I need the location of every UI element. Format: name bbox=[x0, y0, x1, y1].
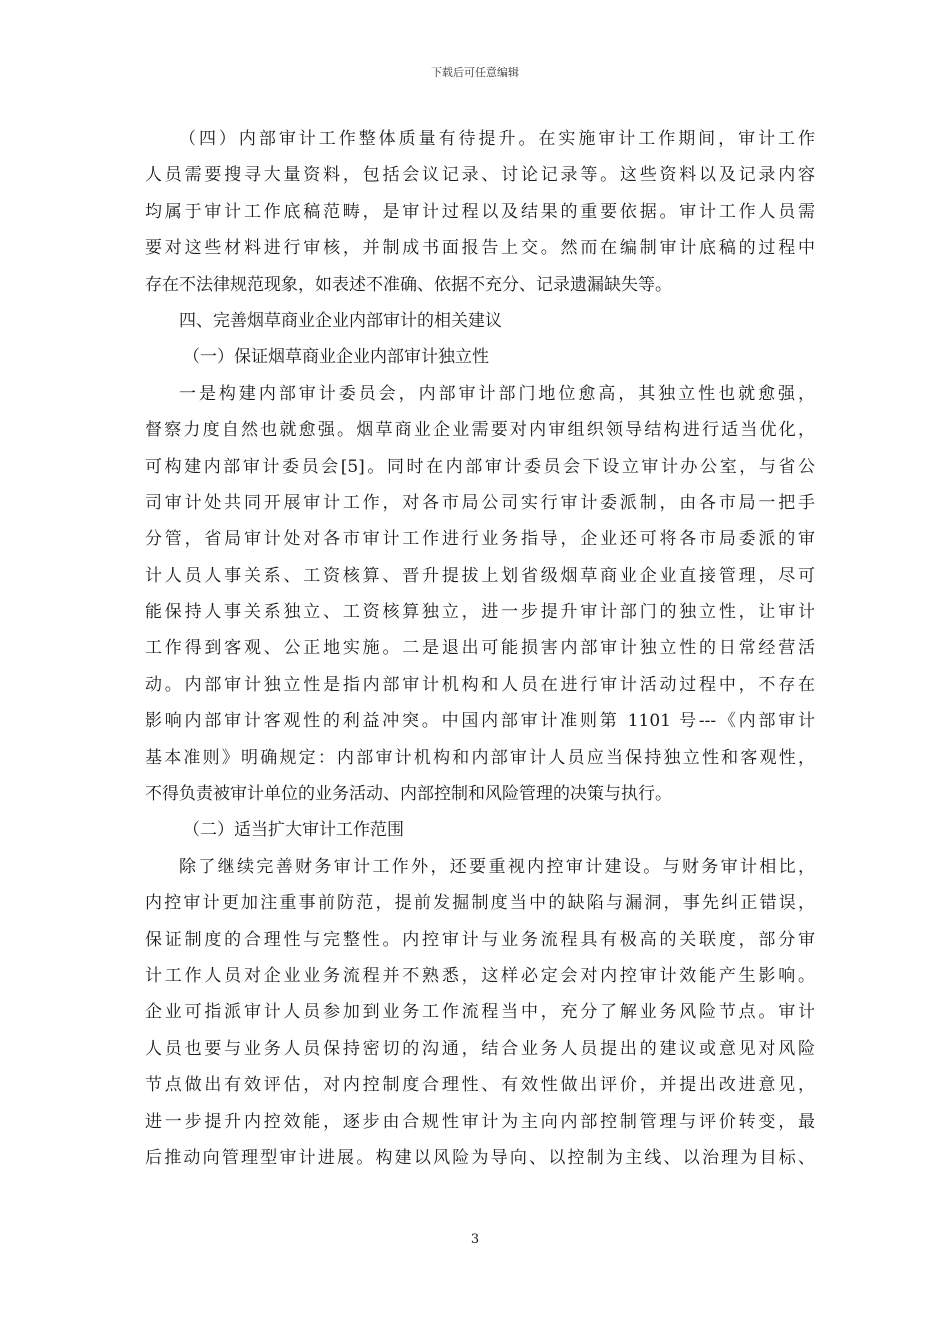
paragraph-line: 进一步提升内控效能，逐步由合规性审计为主向内部控制管理与评价转变，最 bbox=[145, 1111, 815, 1132]
paragraph-line: 均属于审计工作底稿范畴，是审计过程以及结果的重要依据。审计工作人员需 bbox=[145, 201, 815, 222]
paragraph-line: 可构建内部审计委员会[5]。同时在内部审计委员会下设立审计办公室，与省公 bbox=[145, 456, 815, 477]
page-header: 下载后可任意编辑 bbox=[431, 66, 519, 79]
paragraph-line: 人员也要与业务人员保持密切的沟通，结合业务人员提出的建议或意见对风险 bbox=[145, 1038, 815, 1059]
paragraph-line: 基本准则》明确规定：内部审计机构和内部审计人员应当保持独立性和客观性， bbox=[145, 747, 815, 768]
paragraph-line: 司审计处共同开展审计工作，对各市局公司实行审计委派制，由各市局一把手 bbox=[145, 492, 815, 513]
subsection-heading: （一）保证烟草商业企业内部审计独立性 bbox=[183, 347, 489, 368]
paragraph-line: 动。内部审计独立性是指内部审计机构和人员在进行审计活动过程中，不存在 bbox=[145, 674, 815, 695]
paragraph-line: 一是构建内部审计委员会，内部审计部门地位愈高，其独立性也就愈强， bbox=[179, 383, 815, 404]
paragraph-line: 计工作人员对企业业务流程并不熟悉，这样必定会对内控审计效能产生影响。 bbox=[145, 965, 815, 986]
paragraph-line: 人员需要搜寻大量资料，包括会议记录、讨论记录等。这些资料以及记录内容 bbox=[145, 165, 815, 186]
paragraph-line: 除了继续完善财务审计工作外，还要重视内控审计建设。与财务审计相比， bbox=[179, 856, 815, 877]
paragraph-line: 节点做出有效评估，对内控制度合理性、有效性做出评价，并提出改进意见， bbox=[145, 1075, 815, 1096]
paragraph-line: 企业可指派审计人员参加到业务工作流程当中，充分了解业务风险节点。审计 bbox=[145, 1002, 815, 1023]
paragraph-line: 内控审计更加注重事前防范，提前发掘制度当中的缺陷与漏洞，事先纠正错误， bbox=[145, 893, 815, 914]
page-number: 3 bbox=[470, 1232, 480, 1247]
paragraph-line: （四）内部审计工作整体质量有待提升。在实施审计工作期间，审计工作 bbox=[179, 129, 815, 149]
paragraph-line: 计人员人事关系、工资核算、晋升提拔上划省级烟草商业企业直接管理，尽可 bbox=[145, 565, 815, 586]
section-heading: 四、完善烟草商业企业内部审计的相关建议 bbox=[179, 310, 502, 331]
paragraph-line: 工作得到客观、公正地实施。二是退出可能损害内部审计独立性的日常经营活 bbox=[145, 638, 815, 659]
subsection-heading: （二）适当扩大审计工作范围 bbox=[183, 820, 404, 841]
paragraph-line: 存在不法律规范现象，如表述不准确、依据不充分、记录遗漏缺失等。 bbox=[145, 274, 672, 295]
document-body bbox=[145, 121, 815, 1176]
paragraph-line: 后推动向管理型审计进展。构建以风险为导向、以控制为主线、以治理为目标、 bbox=[145, 1147, 815, 1168]
paragraph-line: 分管，省局审计处对各市审计工作进行业务指导，企业还可将各市局委派的审 bbox=[145, 529, 815, 550]
paragraph-line: 保证制度的合理性与完整性。内控审计与业务流程具有极高的关联度，部分审 bbox=[145, 929, 815, 950]
paragraph-line: 督察力度自然也就愈强。烟草商业企业需要对内审组织领导结构进行适当优化， bbox=[145, 420, 815, 441]
paragraph-line: 影响内部审计客观性的利益冲突。中国内部审计准则第 1101 号---《内部审计 bbox=[145, 711, 815, 732]
paragraph-line: 能保持人事关系独立、工资核算独立，进一步提升审计部门的独立性，让审计 bbox=[145, 602, 815, 623]
paragraph-line: 要对这些材料进行审核，并制成书面报告上交。然而在编制审计底稿的过程中 bbox=[145, 238, 815, 259]
paragraph-line: 不得负责被审计单位的业务活动、内部控制和风险管理的决策与执行。 bbox=[145, 784, 672, 805]
